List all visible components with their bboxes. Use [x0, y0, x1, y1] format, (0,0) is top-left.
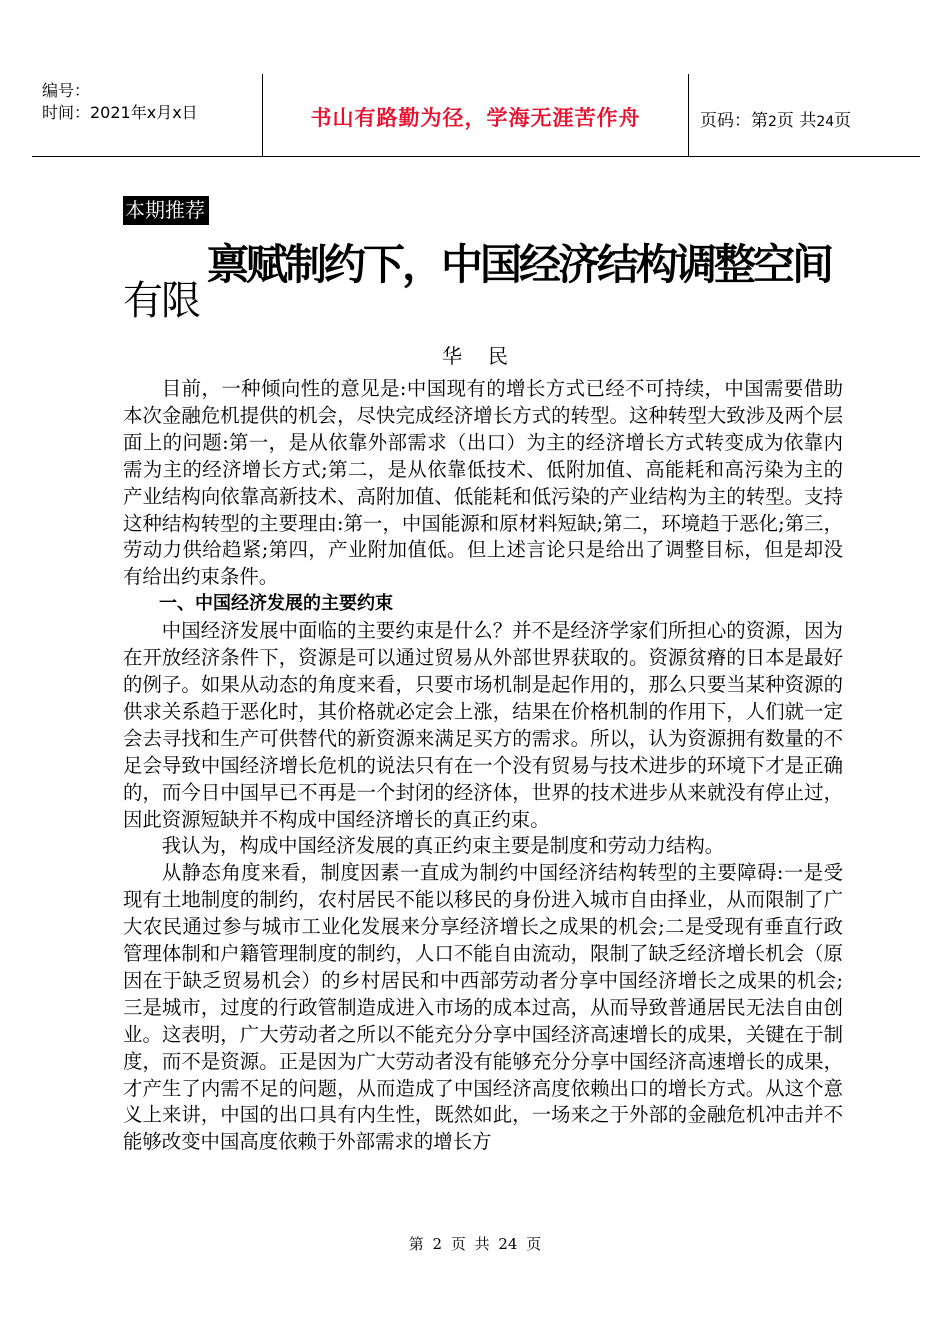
- article-title: 禀赋制约下，中国经济结构调整空间: [207, 240, 832, 289]
- paragraph-constraint: 中国经济发展中面临的主要约束是什么？并不是经济学家们所担心的资源，因为在开放经济条件下，资源是可以通过贸易从外部世界获取的。资源贫瘠的日本是最好的例子。如果从动态的角度来看，只要市场机制是起作用的，那么只要当某种资源的供求关系趋于恶化时，其价格就必定会上涨，结果在价格机制的作用下，人们就一定会去寻找和生产可供替代的新资源来满足买方的需求。所以，认为资源拥有数量的不足会导致中国经济增长危机的说法只有在一个没有贸易与技术进步的环境下才是正确的，而今日中国早已不再是一个封闭的经济体，世界的技术进步从来就没有停止过，因此资源短缺并不构成中国经济增长的真正约束。: [123, 619, 843, 831]
- header-page-info: [700, 106, 851, 131]
- page-footer: 第 2 页 共 24 页: [408, 1235, 542, 1253]
- page-prefix: 页码：第: [700, 111, 768, 131]
- paragraph-intro: 目前，一种倾向性的意见是:中国现有的增长方式已经不可持续，中国需要借助本次金融危机提供的机会，尽快完成经济增长方式的转型。这种转型大致涉及两个层面上的问题:第一，是从依靠外部需求（出口）为主的经济增长方式转变成为依靠内需为主的经济增长方式;第二，是从依靠低技术、低附加值、高能耗和高污染为主的产业结构向依靠高新技术、高附加值、低能耗和低污染的产业结构为主的转型。支持这种结构转型的主要理由:第一，中国能源和原材料短缺;第二，环境趋于恶化;第三，劳动力供给趋紧;第四，产业附加值低。但上述言论只是给出了调整目标，但是却没有给出约束条件。: [123, 377, 843, 589]
- section-heading-1: 一、中国经济发展的主要约束: [159, 593, 393, 615]
- page-current: 2: [768, 114, 777, 130]
- page-total: 24: [816, 114, 835, 130]
- article-body: [123, 376, 843, 1156]
- page-mid: 页 共: [776, 111, 817, 131]
- document-time: 时间：2021年x月x日: [42, 103, 198, 122]
- header-meta: [42, 80, 198, 124]
- article-title-continued: 有限: [123, 278, 199, 324]
- header-motto: 书山有路勤为径，学海无涯苦作舟: [310, 106, 641, 130]
- recommendation-badge: 本期推荐: [123, 196, 209, 225]
- document-number-label: 编号：: [42, 81, 91, 100]
- paragraph-opinion: 我认为，构成中国经济发展的真正约束主要是制度和劳动力结构。: [161, 834, 725, 858]
- page-header: [32, 74, 920, 157]
- header-divider-right: [688, 74, 689, 156]
- paragraph-static-view: 从静态角度来看，制度因素一直成为制约中国经济结构转型的主要障碍:一是受现有土地制度的制约，农村居民不能以移民的身份进入城市自由择业，从而限制了广大农民通过参与城市工业化发展来分享经济增长之成果的机会;二是受现有垂直行政管理体制和户籍管理制度的制约，人口不能自由流动，限制了缺乏经济增长机会（原因在于缺乏贸易机会）的乡村居民和中西部劳动者分享中国经济增长之成果的机会;三是城市，过度的行政管制造成进入市场的成本过高，从而导致普通居民无法自由创业。这表明，广大劳动者之所以不能充分分享中国经济高速增长的成果，关键在于制度，而不是资源。正是因为广大劳动者没有能够充分分享中国经济高速增长的成果，才产生了内需不足的问题，从而造成了中国经济高度依赖出口的增长方式。从这个意义上来讲，中国的出口具有内生性，既然如此，一场来之于外部的金融危机冲击并不能够改变中国高度依赖于外部需求的增长方: [123, 861, 843, 1154]
- article-author: 华民: [442, 344, 534, 368]
- page-suffix: 页: [834, 111, 852, 131]
